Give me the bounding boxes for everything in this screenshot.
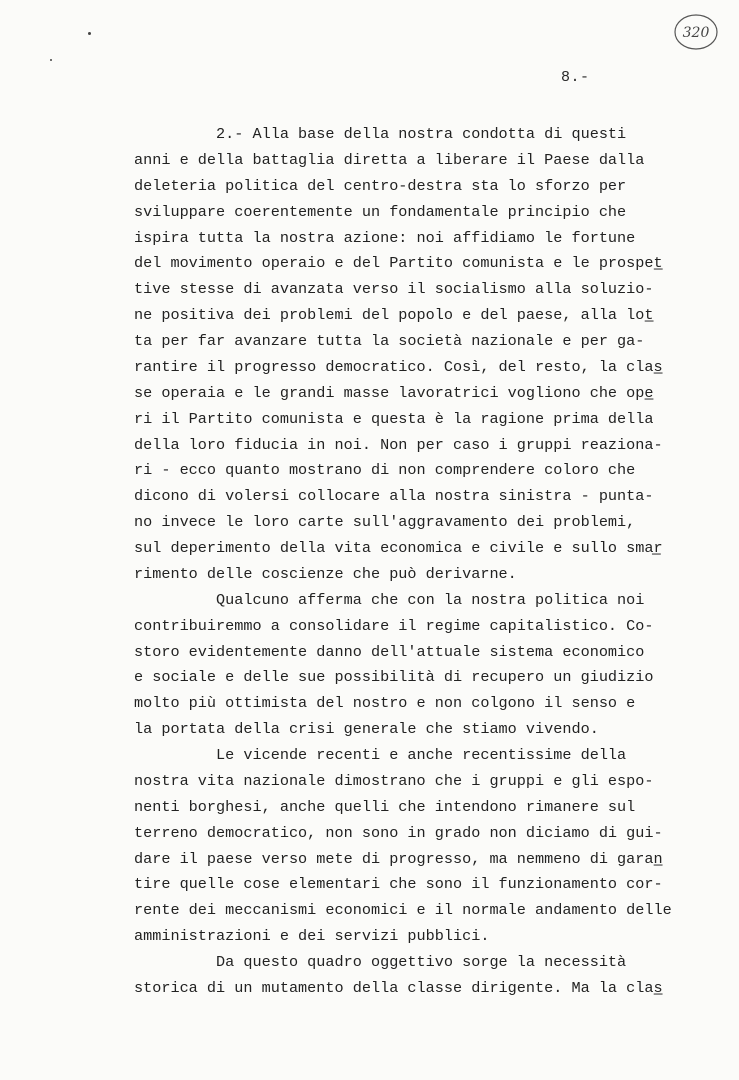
paper-speck — [50, 59, 52, 61]
paper-speck — [88, 32, 91, 35]
text-line: terreno democratico, non sono in grado non diciamo di gui- — [134, 823, 663, 842]
text-line: rente dei meccanismi economici e il normale andamento delle — [134, 901, 672, 920]
text-line: ri il Partito comunista e questa è la ragione prima della — [134, 409, 654, 428]
text-line: della loro fiducia in noi. Non per caso i gruppi reaziona- — [134, 435, 663, 454]
page-number: 8.- — [561, 69, 590, 86]
text-line: sviluppare coerentemente un fondamentale principio che — [134, 202, 627, 221]
text-line: sul deperimento della vita economica e civile e sullo smar̲ — [134, 539, 663, 557]
text-line: molto più ottimista del nostro e non colgono il senso e — [134, 694, 636, 713]
text-line: storica di un mutamento della classe dirigente. Ma la clas̲ — [134, 978, 663, 997]
text-line: la portata della crisi generale che stiamo vivendo. — [134, 720, 599, 739]
text-line: ispira tutta la nostra azione: noi affidiamo le fortune — [134, 228, 636, 247]
text-line: tire quelle cose elementari che sono il funzionamento cor- — [134, 875, 663, 894]
text-line: e sociale e delle sue possibilità di recupero un giudizio — [134, 668, 654, 687]
text-line: ta per far avanzare tutta la società nazionale e per ga- — [134, 332, 645, 350]
text-line: ne positiva dei problemi del popolo e del paese, alla lot̲ — [134, 306, 654, 325]
text-line: Da questo quadro oggettivo sorge la necessità — [134, 953, 627, 971]
archive-stamp — [672, 12, 720, 52]
text-line: del movimento operaio e del Partito comunista e le prospet̲ — [134, 254, 663, 273]
text-line: se operaia e le grandi masse lavoratrici vogliono che ope̲ — [134, 383, 654, 402]
text-line: nostra vita nazionale dimostrano che i gruppi e gli espo- — [134, 771, 654, 790]
text-line: tive stesse di avanzata verso il socialismo alla soluzio- — [134, 280, 654, 299]
text-line: deleteria politica del centro-destra sta lo sforzo per — [134, 176, 627, 195]
text-line: ri - ecco quanto mostrano di non comprendere coloro che — [134, 461, 636, 480]
text-line: Le vicende recenti e anche recentissime della — [134, 746, 627, 764]
text-line: rimento delle coscienze che può derivarne. — [134, 564, 517, 583]
text-line: contribuiremmo a consolidare il regime capitalistico. Co- — [134, 616, 654, 635]
text-line: dare il paese verso mete di progresso, ma nemmeno di garan̲ — [134, 849, 663, 868]
text-line: no invece le loro carte sull'aggravamento dei problemi, — [134, 513, 636, 532]
text-line: dicono di volersi collocare alla nostra sinistra - punta- — [134, 487, 654, 506]
archive-stamp-circle — [672, 12, 720, 52]
typewritten-body — [134, 122, 674, 1002]
text-line: Qualcuno afferma che con la nostra politica noi — [134, 590, 645, 609]
text-line: storo evidentemente danno dell'attuale sistema economico — [134, 642, 645, 661]
text-line: anni e della battaglia diretta a liberare il Paese dalla — [134, 150, 645, 169]
text-line: amministrazioni e dei servizi pubblici. — [134, 927, 490, 946]
archive-mark: 320 — [682, 25, 710, 41]
text-line: nenti borghesi, anche quelli che intendono rimanere sul — [134, 797, 636, 816]
text-line: rantire il progresso democratico. Così, del resto, la clas̲ — [134, 357, 663, 376]
text-line: 2.- Alla base della nostra condotta di questi — [134, 125, 627, 143]
